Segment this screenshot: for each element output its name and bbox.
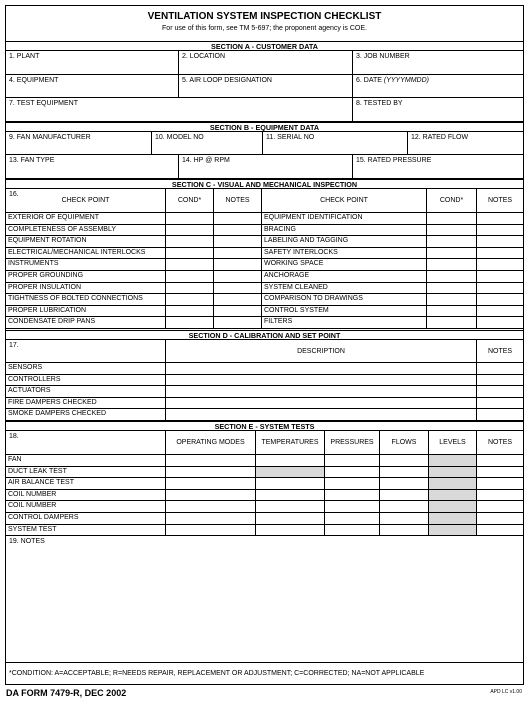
- inspection-form: [5, 5, 524, 685]
- cond-input-right[interactable]: [426, 225, 476, 236]
- hp-rpm-label: 14. HP @ RPM: [182, 157, 230, 164]
- location-label: 2. LOCATION: [182, 53, 226, 60]
- check-point-header-left: [6, 189, 165, 212]
- operating-modes-input[interactable]: [165, 455, 255, 466]
- check-row: [6, 213, 523, 225]
- notes-header-e: NOTES: [476, 431, 523, 454]
- temperatures-input[interactable]: [255, 478, 324, 489]
- air-loop-label: 5. AIR LOOP DESIGNATION: [182, 77, 272, 84]
- section-b-row-2: [6, 155, 523, 179]
- cond-input-left[interactable]: [165, 283, 213, 294]
- cond-input-left[interactable]: [165, 248, 213, 259]
- cond-input-left[interactable]: [165, 317, 213, 328]
- temperatures-input[interactable]: [255, 467, 324, 478]
- plant-field[interactable]: [6, 51, 178, 74]
- pressures-input[interactable]: [324, 513, 379, 524]
- cond-header-left: COND*: [165, 189, 213, 212]
- test-equipment-label: 7. TEST EQUIPMENT: [9, 100, 78, 107]
- levels-input[interactable]: [428, 513, 476, 524]
- check-point-header-right: CHECK POINT: [261, 189, 426, 212]
- pressures-input[interactable]: [324, 467, 379, 478]
- notes-input-left[interactable]: [213, 259, 261, 270]
- notes-input-left[interactable]: [213, 213, 261, 224]
- operating-modes-input[interactable]: [165, 478, 255, 489]
- system-test-row: [6, 467, 523, 479]
- pressures-input[interactable]: [324, 501, 379, 512]
- system-test-label: FAN: [8, 456, 22, 463]
- temperatures-input[interactable]: [255, 525, 324, 536]
- pressures-input[interactable]: [324, 525, 379, 536]
- system-test-label: AIR BALANCE TEST: [8, 479, 75, 487]
- notes-input-right[interactable]: [476, 236, 523, 247]
- notes-input[interactable]: [476, 467, 523, 478]
- equipment-field[interactable]: [6, 75, 178, 97]
- notes-input[interactable]: [476, 513, 523, 524]
- job-number-field[interactable]: [352, 51, 523, 74]
- check-point-right: WORKING SPACE: [261, 259, 426, 270]
- test-equipment-field[interactable]: [6, 98, 352, 121]
- temperatures-input[interactable]: [255, 501, 324, 512]
- rated-pressure-field[interactable]: [352, 155, 523, 178]
- check-point-left: ELECTRICAL/MECHANICAL INTERLOCKS: [8, 248, 146, 256]
- flows-input[interactable]: [379, 467, 428, 478]
- fan-type-label: 13. FAN TYPE: [9, 157, 55, 164]
- equipment-label: 4. EQUIPMENT: [9, 77, 59, 84]
- flows-header: FLOWS: [379, 431, 428, 454]
- pressures-input[interactable]: [324, 455, 379, 466]
- notes-input-left[interactable]: [213, 283, 261, 294]
- levels-input[interactable]: [428, 501, 476, 512]
- section-b-heading: SECTION B - EQUIPMENT DATA: [6, 122, 523, 132]
- cond-input-left[interactable]: [165, 225, 213, 236]
- calibration-row: [6, 363, 523, 375]
- check-point-left: EXTERIOR OF EQUIPMENT: [8, 214, 100, 221]
- operating-modes-input[interactable]: [165, 490, 255, 501]
- pressures-header: PRESSURES: [324, 431, 379, 454]
- form-subtitle: For use of this form, see TM 5-697; the proponent agency is COE.: [162, 25, 367, 32]
- condition-legend: *CONDITION: A=ACCEPTABLE; R=NEEDS REPAIR, REPLACEMENT OR ADJUSTMENT; C=CORRECTED; NA=NOT APPLICABLE: [9, 670, 425, 677]
- flows-input[interactable]: [379, 455, 428, 466]
- form-version: APD LC v1.00: [490, 689, 522, 695]
- item-18-number: 18.: [9, 433, 19, 440]
- notes-input-left[interactable]: [213, 236, 261, 247]
- calibration-item-label: FIRE DAMPERS CHECKED: [8, 398, 97, 406]
- item-18-cell: [6, 431, 165, 454]
- operating-modes-input[interactable]: [165, 467, 255, 478]
- system-test-row: [6, 501, 523, 513]
- pressures-input[interactable]: [324, 478, 379, 489]
- notes-input-left[interactable]: [213, 248, 261, 259]
- section-d-heading: SECTION D - CALIBRATION AND SET POINT: [6, 330, 523, 340]
- system-test-row: [6, 478, 523, 490]
- cond-input-left[interactable]: [165, 271, 213, 282]
- calibration-item-label: SENSORS: [8, 364, 43, 371]
- location-field[interactable]: [178, 51, 352, 74]
- check-row: [6, 236, 523, 248]
- temperatures-input[interactable]: [255, 455, 324, 466]
- section-a-heading: SECTION A - CUSTOMER DATA: [6, 41, 523, 51]
- item-17-number: 17.: [9, 342, 19, 349]
- temperatures-input[interactable]: [255, 490, 324, 501]
- check-point-left: PROPER INSULATION: [8, 283, 81, 291]
- temperatures-header: TEMPERATURES: [255, 431, 324, 454]
- form-number: DA FORM 7479-R, DEC 2002: [6, 688, 127, 698]
- item-17-cell: [6, 340, 165, 362]
- notes-input[interactable]: [476, 490, 523, 501]
- form-title: VENTILATION SYSTEM INSPECTION CHECKLIST: [147, 11, 382, 22]
- notes-input-left[interactable]: [213, 294, 261, 305]
- levels-input[interactable]: [428, 525, 476, 536]
- cond-input-right[interactable]: [426, 271, 476, 282]
- notes-label: 19. NOTES: [9, 538, 45, 545]
- description-input[interactable]: [165, 375, 476, 386]
- fan-manufacturer-field[interactable]: [6, 132, 151, 154]
- description-input[interactable]: [165, 398, 476, 409]
- cond-input-right[interactable]: [426, 213, 476, 224]
- section-a-row-1: [6, 51, 523, 75]
- notes-header-right: NOTES: [476, 189, 523, 212]
- section-c-header-row: [6, 189, 523, 213]
- notes-input[interactable]: [476, 409, 523, 420]
- cond-input-right[interactable]: [426, 294, 476, 305]
- check-point-right: SAFETY INTERLOCKS: [261, 248, 426, 259]
- levels-input[interactable]: [428, 455, 476, 466]
- system-test-row: [6, 455, 523, 467]
- notes-input[interactable]: [476, 363, 523, 374]
- check-point-right: SYSTEM CLEANED: [261, 283, 426, 294]
- check-point-left: PROPER GROUNDING: [8, 272, 84, 279]
- check-point-right: EQUIPMENT IDENTIFICATION: [261, 213, 426, 224]
- check-point-right: ANCHORAGE: [261, 271, 426, 282]
- notes-input-right[interactable]: [476, 248, 523, 259]
- plant-label: 1. PLANT: [9, 53, 40, 60]
- notes-input-left[interactable]: [213, 306, 261, 317]
- notes-input[interactable]: [476, 375, 523, 386]
- section-c-heading: SECTION C - VISUAL AND MECHANICAL INSPECTION: [6, 179, 523, 189]
- section-e-header-row: [6, 431, 523, 455]
- check-point-left: EQUIPMENT ROTATION: [8, 237, 87, 245]
- check-row: [6, 283, 523, 295]
- notes-input-right[interactable]: [476, 259, 523, 270]
- temperatures-input[interactable]: [255, 513, 324, 524]
- description-header: DESCRIPTION: [165, 340, 476, 362]
- serial-no-label: 11. SERIAL NO: [266, 134, 315, 141]
- cond-input-left[interactable]: [165, 294, 213, 305]
- system-test-row: [6, 525, 523, 537]
- check-row: [6, 317, 523, 329]
- calibration-item-label: SMOKE DAMPERS CHECKED: [8, 410, 107, 418]
- flows-input[interactable]: [379, 501, 428, 512]
- pressures-input[interactable]: [324, 490, 379, 501]
- notes-input-right[interactable]: [476, 317, 523, 328]
- cond-header-right: COND*: [426, 189, 476, 212]
- notes-input-right[interactable]: [476, 213, 523, 224]
- notes-input-right[interactable]: [476, 225, 523, 236]
- air-loop-field[interactable]: [178, 75, 352, 97]
- description-input[interactable]: [165, 386, 476, 397]
- fan-type-field[interactable]: [6, 155, 178, 178]
- levels-input[interactable]: [428, 478, 476, 489]
- notes-header-d: NOTES: [476, 340, 523, 362]
- operating-modes-input[interactable]: [165, 513, 255, 524]
- operating-modes-input[interactable]: [165, 525, 255, 536]
- notes-input[interactable]: [476, 525, 523, 536]
- check-point-right: BRACING: [261, 225, 426, 236]
- cond-input-right[interactable]: [426, 306, 476, 317]
- notes-header-left: NOTES: [213, 189, 261, 212]
- levels-input[interactable]: [428, 490, 476, 501]
- cond-input-left[interactable]: [165, 306, 213, 317]
- system-test-label: CONTROL DAMPERS: [8, 514, 79, 521]
- date-label: 6. DATE: [356, 77, 382, 84]
- system-test-row: [6, 513, 523, 525]
- hp-rpm-field[interactable]: [178, 155, 352, 178]
- notes-input[interactable]: [476, 501, 523, 512]
- section-e-heading: SECTION E - SYSTEM TESTS: [6, 421, 523, 431]
- check-row: [6, 225, 523, 237]
- calibration-row: [6, 386, 523, 398]
- check-row: [6, 294, 523, 306]
- calibration-row: [6, 409, 523, 421]
- cond-input-left[interactable]: [165, 213, 213, 224]
- fan-manufacturer-label: 9. FAN MANUFACTURER: [9, 134, 91, 141]
- flows-input[interactable]: [379, 478, 428, 489]
- flows-input[interactable]: [379, 490, 428, 501]
- check-point-left: INSTRUMENTS: [8, 260, 59, 268]
- operating-modes-header: OPERATING MODES: [165, 431, 255, 454]
- rated-pressure-label: 15. RATED PRESSURE: [356, 157, 432, 164]
- notes-input-left[interactable]: [213, 317, 261, 328]
- flows-input[interactable]: [379, 525, 428, 536]
- notes-input[interactable]: [476, 386, 523, 397]
- operating-modes-input[interactable]: [165, 501, 255, 512]
- calibration-item-label: ACTUATORS: [8, 387, 51, 395]
- item-16-number: 16.: [9, 191, 19, 198]
- notes-input-left[interactable]: [213, 225, 261, 236]
- notes-input-right[interactable]: [476, 283, 523, 294]
- cond-input-right[interactable]: [426, 317, 476, 328]
- section-d-header-row: [6, 340, 523, 363]
- cond-input-left[interactable]: [165, 259, 213, 270]
- cond-input-right[interactable]: [426, 283, 476, 294]
- check-point-left: COMPLETENESS OF ASSEMBLY: [8, 225, 117, 233]
- notes-input-right[interactable]: [476, 271, 523, 282]
- system-test-label: COIL NUMBER: [8, 490, 57, 498]
- notes-input-right[interactable]: [476, 306, 523, 317]
- system-test-label: DUCT LEAK TEST: [8, 467, 67, 475]
- cond-input-left[interactable]: [165, 236, 213, 247]
- notes-area[interactable]: [6, 536, 523, 663]
- section-a-row-3: [6, 98, 523, 122]
- system-test-label: SYSTEM TEST: [8, 525, 57, 533]
- levels-input[interactable]: [428, 467, 476, 478]
- cond-input-right[interactable]: [426, 259, 476, 270]
- check-point-right: LABELING AND TAGGING: [261, 236, 426, 247]
- check-row: [6, 248, 523, 260]
- system-test-row: [6, 490, 523, 502]
- check-point-header-text: CHECK POINT: [61, 197, 110, 204]
- check-point-right: COMPARISON TO DRAWINGS: [261, 294, 426, 305]
- check-point-right: CONTROL SYSTEM: [261, 306, 426, 317]
- notes-input[interactable]: [476, 398, 523, 409]
- description-input[interactable]: [165, 363, 476, 374]
- section-a-row-2: [6, 75, 523, 98]
- tested-by-label: 8. TESTED BY: [356, 100, 403, 107]
- calibration-row: [6, 375, 523, 387]
- check-point-left: TIGHTNESS OF BOLTED CONNECTIONS: [8, 295, 143, 303]
- date-format-hint: (YYYYMMDD): [383, 77, 430, 84]
- check-row: [6, 306, 523, 318]
- notes-input-left[interactable]: [213, 271, 261, 282]
- rated-flow-field[interactable]: [407, 132, 523, 154]
- check-row: [6, 271, 523, 283]
- date-field[interactable]: [352, 75, 523, 97]
- notes-input[interactable]: [476, 478, 523, 489]
- section-b-row-1: [6, 132, 523, 155]
- description-input[interactable]: [165, 409, 476, 420]
- check-point-left: PROPER LUBRICATION: [8, 306, 87, 314]
- check-point-left: CONDENSATE DRIP PANS: [8, 318, 96, 326]
- check-row: [6, 259, 523, 271]
- model-no-label: 10. MODEL NO: [155, 134, 204, 141]
- notes-input-right[interactable]: [476, 294, 523, 305]
- job-number-label: 3. JOB NUMBER: [356, 53, 410, 60]
- calibration-row: [6, 398, 523, 410]
- cond-input-right[interactable]: [426, 248, 476, 259]
- calibration-item-label: CONTROLLERS: [8, 375, 61, 383]
- cond-input-right[interactable]: [426, 236, 476, 247]
- notes-input[interactable]: [476, 455, 523, 466]
- system-test-label: COIL NUMBER: [8, 502, 57, 510]
- rated-flow-label: 12. RATED FLOW: [411, 134, 469, 141]
- flows-input[interactable]: [379, 513, 428, 524]
- tested-by-field[interactable]: [352, 98, 523, 121]
- check-point-right: FILTERS: [261, 317, 426, 328]
- model-no-field[interactable]: [151, 132, 262, 154]
- levels-header: LEVELS: [428, 431, 476, 454]
- serial-no-field[interactable]: [262, 132, 407, 154]
